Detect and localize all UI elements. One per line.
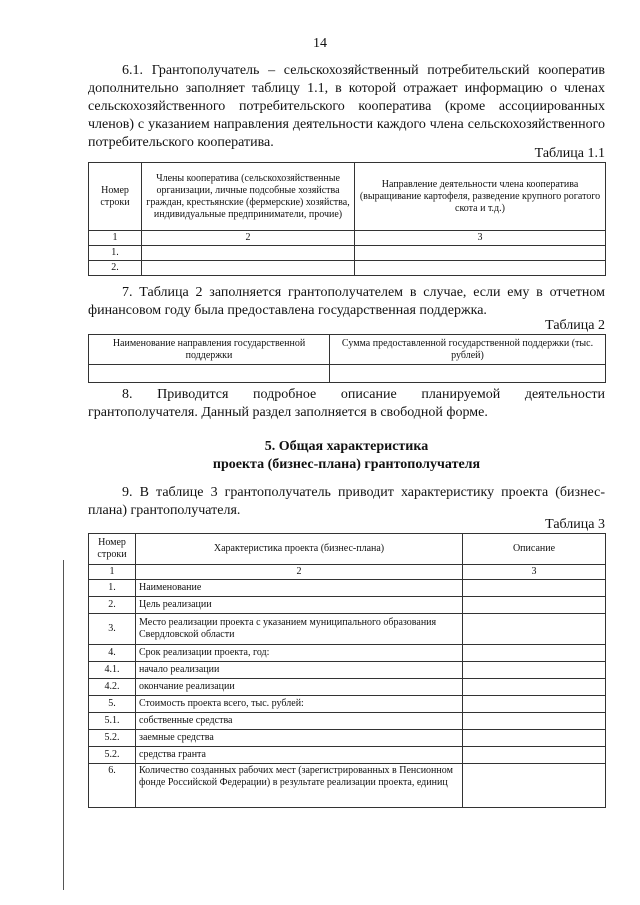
paragraph-8: 8. Приводится подробное описание планируемой деятельности грантополучателя. Данный раздел заполняется в свободной форме. — [88, 387, 605, 420]
table-3-header-description: Описание — [463, 534, 606, 565]
table-3-row-3-number: 3. — [89, 614, 136, 645]
section-5-heading-line-2: проекта (бизнес-плана) грантополучателя — [212, 457, 481, 472]
table-row — [89, 645, 606, 662]
table-3-row-8-characteristic: собственные средства — [136, 713, 463, 730]
table-1-1 — [88, 162, 606, 276]
table-3-row-4-characteristic: Срок реализации проекта, год: — [136, 645, 463, 662]
table-3-row-8-description — [463, 713, 606, 730]
paragraph-9: 9. В таблице 3 грантополучатель приводит характеристику проекта (бизнес-плана) грантополучателя. — [88, 485, 605, 518]
table-1-1-header-members: Члены кооператива (сельскохозяйственные организации, личные подсобные хозяйства граждан, крестьянские (фермерские) хозяйства, индивидуальные предприниматели, прочие) — [142, 163, 355, 231]
table-1-1-row-1-members — [142, 246, 355, 261]
table-3-header-row-number: Номер строки — [89, 534, 136, 565]
table-3-row-2-characteristic: Цель реализации — [136, 597, 463, 614]
table-3-row-4-number: 4. — [89, 645, 136, 662]
table-row — [89, 614, 606, 645]
table-1-1-row-2-direction — [355, 261, 606, 276]
table-row — [89, 747, 606, 764]
table-row — [89, 597, 606, 614]
table-3-row-2-description — [463, 597, 606, 614]
table-1-1-row-2-members — [142, 261, 355, 276]
table-3 — [88, 533, 606, 808]
table-row — [89, 730, 606, 747]
table-3-header-characteristic: Характеристика проекта (бизнес-плана) — [136, 534, 463, 565]
table-3-row-8-number: 5.1. — [89, 713, 136, 730]
table-2-header-amount: Сумма предоставленной государственной поддержки (тыс. рублей) — [330, 335, 606, 365]
table-3-row-2-number: 2. — [89, 597, 136, 614]
table-3-row-3-characteristic: Место реализации проекта с указанием муниципального образования Свердловской области — [136, 614, 463, 645]
table-3-row-10-characteristic: средства гранта — [136, 747, 463, 764]
table-3-row-3-description — [463, 614, 606, 645]
table-row — [89, 764, 606, 808]
paragraph-6-1: 6.1. Грантополучатель – сельскохозяйственный потребительский кооператив дополнительно заполняет таблицу 1.1, в которой отражает информацию о членах сельскохозяйственного потребительского кооператива (кроме ассоциированных членов) с указанием направления деятельности каждого члена сельскохозяйственного потребительского кооператива. — [88, 63, 605, 150]
table-1-1-row-1-number: 1. — [89, 246, 142, 261]
table-3-row-5-characteristic: начало реализации — [136, 662, 463, 679]
table-1-1-num-3: 3 — [355, 231, 606, 246]
table-1-1-row-1-direction — [355, 246, 606, 261]
table-3-row-4-description — [463, 645, 606, 662]
table-1-1-caption: Таблица 1.1 — [534, 146, 605, 161]
table-3-row-9-number: 5.2. — [89, 730, 136, 747]
table-3-row-11-characteristic: Количество созданных рабочих мест (зарегистрированных в Пенсионном фонде Российской Федерации) в результате реализации проекта, единиц — [136, 764, 463, 808]
table-2-header-direction: Наименование направления государственной поддержки — [89, 335, 330, 365]
table-3-row-11-number: 6. — [89, 764, 136, 808]
table-1-1-num-1: 1 — [89, 231, 142, 246]
table-1-1-num-2: 2 — [142, 231, 355, 246]
table-3-num-1: 1 — [89, 565, 136, 580]
table-3-row-10-description — [463, 747, 606, 764]
table-row — [89, 580, 606, 597]
table-row — [89, 246, 606, 261]
table-row — [89, 261, 606, 276]
table-3-row-1-description — [463, 580, 606, 597]
table-2 — [88, 334, 606, 383]
table-3-num-3: 3 — [463, 565, 606, 580]
table-3-row-10-number: 5.2. — [89, 747, 136, 764]
table-row — [89, 713, 606, 730]
table-3-row-6-number: 4.2. — [89, 679, 136, 696]
table-3-row-1-characteristic: Наименование — [136, 580, 463, 597]
table-3-num-2: 2 — [136, 565, 463, 580]
table-3-row-6-characteristic: окончание реализации — [136, 679, 463, 696]
table-3-row-7-characteristic: Стоимость проекта всего, тыс. рублей: — [136, 696, 463, 713]
page-number: 14 — [313, 36, 327, 51]
table-3-row-9-characteristic: заемные средства — [136, 730, 463, 747]
table-1-1-row-2-number: 2. — [89, 261, 142, 276]
table-3-row-5-description — [463, 662, 606, 679]
table-3-row-7-description — [463, 696, 606, 713]
table-row — [89, 696, 606, 713]
table-1-1-header-direction: Направление деятельности члена кооператива (выращивание картофеля, разведение крупного рогатого скота и т.д.) — [355, 163, 606, 231]
table-2-caption: Таблица 2 — [545, 318, 605, 333]
table-3-row-6-description — [463, 679, 606, 696]
table-1-1-header-row-number: Номер строки — [89, 163, 142, 231]
margin-line — [63, 560, 64, 890]
table-2-cell-direction — [89, 365, 330, 383]
paragraph-7: 7. Таблица 2 заполняется грантополучателем в случае, если ему в отчетном финансовом году была предоставлена государственная поддержка. — [88, 285, 605, 318]
section-5-heading-line-1: 5. Общая характеристика — [264, 439, 429, 454]
table-3-caption: Таблица 3 — [545, 517, 605, 532]
table-3-row-5-number: 4.1. — [89, 662, 136, 679]
table-2-cell-amount — [330, 365, 606, 383]
table-3-row-7-number: 5. — [89, 696, 136, 713]
table-row — [89, 679, 606, 696]
table-3-row-9-description — [463, 730, 606, 747]
table-row — [89, 365, 606, 383]
table-3-row-1-number: 1. — [89, 580, 136, 597]
table-3-row-11-description — [463, 764, 606, 808]
table-row — [89, 662, 606, 679]
